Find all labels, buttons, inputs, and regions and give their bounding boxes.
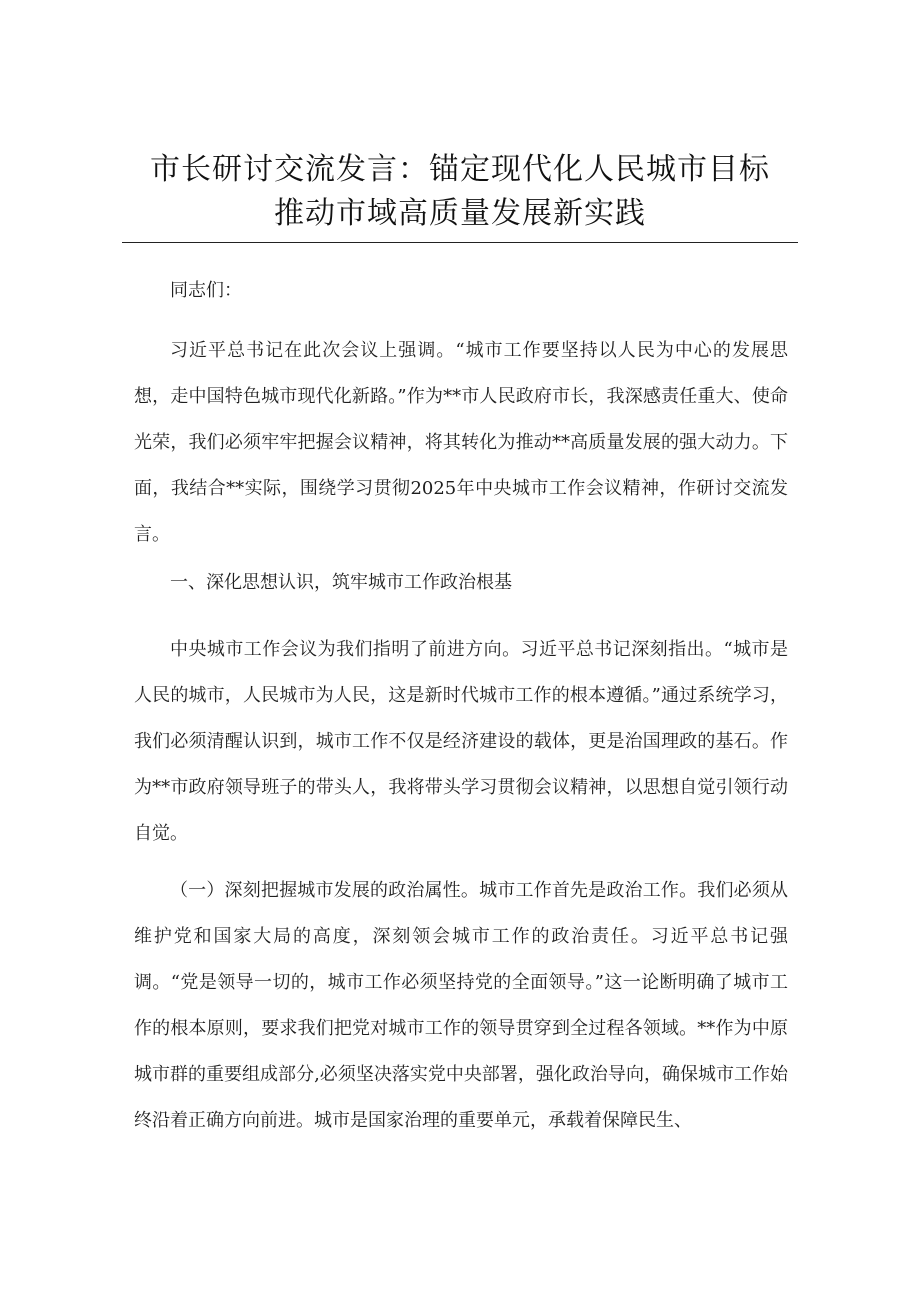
title-line-1: 市长研讨交流发言：锚定现代化人民城市目标 [150,152,770,187]
paragraph-intro: 习近平总书记在此次会议上强调。“城市工作要坚持以人民为中心的发展思想，走中国特色城市现代化新路。”作为**市人民政府市长，我深感责任重大、使命光荣，我们必须牢牢把握会议精神，将其转化为推动**高质量发展的强大动力。下面，我结合**实际，围绕学习贯彻2025年中央城市工作会议精神，作研讨交流发言。 [134,340,788,545]
paragraph-block-section-1 [134,627,788,857]
section-heading-block [134,560,788,606]
section-heading-1: 一、深化思想认识，筑牢城市工作政治根基 [170,572,512,593]
document-title [122,148,798,243]
paragraph-subsection-1: （一）深刻把握城市发展的政治属性。城市工作首先是政治工作。我们必须从维护党和国家大局的高度，深刻领会城市工作的政治责任。习近平总书记强调。“党是领导一切的，城市工作必须坚持党的全面领导。”这一论断明确了城市工作的根本原则，要求我们把党对城市工作的领导贯穿到全过程各领域。**作为中原城市群的重要组成部分,必须坚决落实党中央部署，强化政治导向，确保城市工作始终沿着正确方向前进。城市是国家治理的重要单元，承载着保障民生、 [134,880,788,1131]
paragraph-block-intro [134,328,788,558]
paragraph-section-1: 中央城市工作会议为我们指明了前进方向。习近平总书记深刻指出。“城市是人民的城市，人民城市为人民，这是新时代城市工作的根本遵循。”通过系统学习，我们必须清醒认识到，城市工作不仅是经济建设的载体，更是治国理政的基石。作为**市政府领导班子的带头人，我将带头学习贯彻会议精神，以思想自觉引领行动自觉。 [134,639,788,844]
title-line-2: 推动市域高质量发展新实践 [274,196,646,231]
paragraph-block-subsection-1 [134,868,788,1144]
greeting: 同志们： [170,280,242,301]
greeting-block [134,268,788,314]
